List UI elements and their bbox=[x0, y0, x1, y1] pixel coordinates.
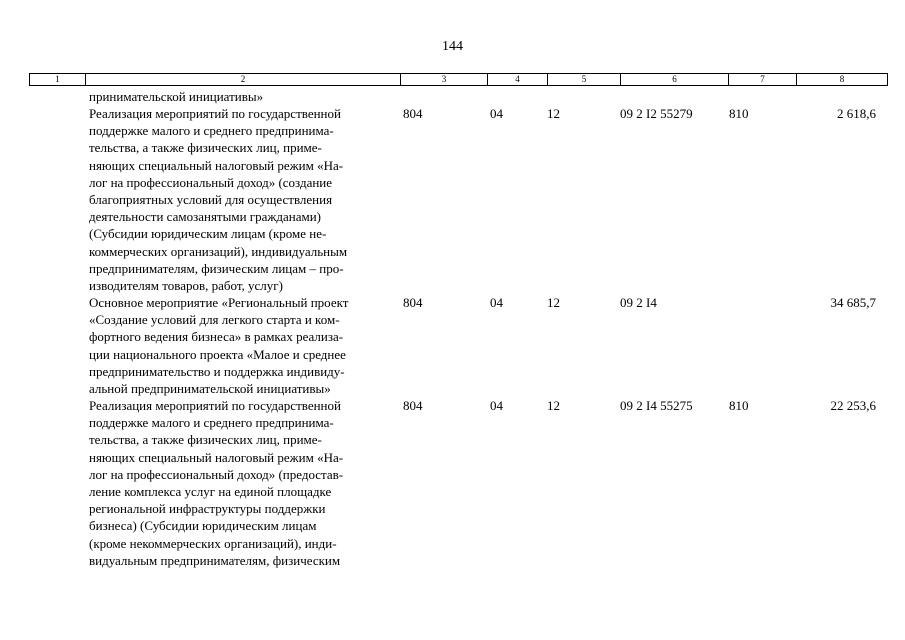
continuation-text: принимательской инициативы» bbox=[89, 89, 264, 104]
target-article-code: 09 2 I2 55279 bbox=[620, 106, 693, 121]
page-number: 144 bbox=[442, 39, 463, 54]
column-header: 6 bbox=[621, 74, 729, 86]
subsection-code: 12 bbox=[547, 106, 560, 121]
row-description: Основное мероприятие «Региональный проект «Создание условий для легкого старта и ком- фортного ведения бизнеса» в рамках реализа- ции национального проекта «Малое и среднее предпринимательство и поддержка индивиду- альной предпринимательской инициативы» bbox=[89, 295, 349, 397]
section-code: 04 bbox=[490, 106, 503, 121]
row-description: Реализация мероприятий по государственной поддержке малого и среднего предпринима- тельства, а также физических лиц, приме- няющих специальный налоговый режим «На- лог на профессиональный доход» (создание благоприятных условий для осуществления деятельности самозанятыми гражданами) (Субсидии юридическим лицам (кроме не- коммерческих организаций), индивидуальным предпринимателям, физическим лицам – про- изводителям товаров, работ, услуг) bbox=[89, 106, 348, 294]
target-article-code: 09 2 I4 bbox=[620, 295, 657, 310]
section-code: 04 bbox=[490, 295, 503, 310]
column-header: 8 bbox=[797, 74, 888, 86]
amount: 34 685,7 bbox=[830, 295, 876, 310]
column-header: 3 bbox=[401, 74, 488, 86]
department-code: 804 bbox=[403, 295, 423, 310]
column-header: 1 bbox=[30, 74, 86, 86]
column-header: 4 bbox=[488, 74, 548, 86]
amount: 2 618,6 bbox=[837, 106, 876, 121]
expense-type-code: 810 bbox=[729, 398, 749, 413]
section-code: 04 bbox=[490, 398, 503, 413]
expense-type-code: 810 bbox=[729, 106, 749, 121]
department-code: 804 bbox=[403, 398, 423, 413]
column-number-header bbox=[29, 73, 888, 86]
column-header: 5 bbox=[548, 74, 621, 86]
column-header: 7 bbox=[729, 74, 797, 86]
target-article-code: 09 2 I4 55275 bbox=[620, 398, 693, 413]
subsection-code: 12 bbox=[547, 398, 560, 413]
amount: 22 253,6 bbox=[830, 398, 876, 413]
column-header: 2 bbox=[86, 74, 401, 86]
department-code: 804 bbox=[403, 106, 423, 121]
subsection-code: 12 bbox=[547, 295, 560, 310]
row-description: Реализация мероприятий по государственной поддержке малого и среднего предпринима- тельства, а также физических лиц, приме- няющих специальный налоговый режим «На- лог на профессиональный доход» (предостав- ление комплекса услуг на единой площадке региональной инфраструктуры поддержки бизнеса) (Субсидии юридическим лицам (кроме некоммерческих организаций), инди- видуальным предпринимателям, физическим bbox=[89, 398, 344, 568]
